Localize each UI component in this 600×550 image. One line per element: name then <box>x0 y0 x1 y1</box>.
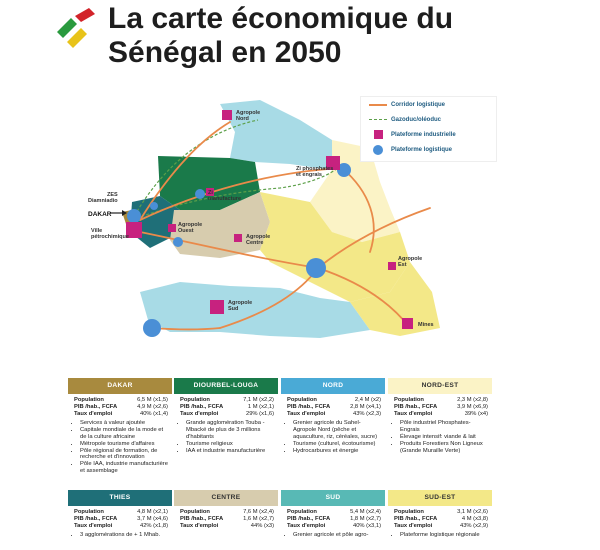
map-legend <box>360 96 497 162</box>
tricolor-chevron-logo <box>55 8 101 48</box>
stat-label: PIB /hab., FCFA <box>287 515 331 522</box>
stat-label: Population <box>287 509 317 515</box>
label-line: Agropole <box>236 110 261 116</box>
logistic-circle-icon <box>373 145 383 155</box>
stat-label: PIB /hab., FCFA <box>180 403 224 410</box>
label-line: ZES <box>106 192 118 198</box>
region-body <box>388 506 492 539</box>
stat-label: Taux d'emploi <box>74 522 113 529</box>
label-agropole-est <box>398 256 422 268</box>
industrial-square-icon <box>374 130 383 139</box>
label-line: Zi phosphates <box>296 166 334 172</box>
label-line: Est <box>398 262 407 268</box>
stat-value: 2,8 M (x4,1) <box>350 403 381 410</box>
region-stat <box>287 404 381 411</box>
label-line: Diamniadio <box>88 198 118 204</box>
region-highlights <box>74 532 168 539</box>
highlight-item: • Grenier agricole et pôle agro- <box>293 532 381 539</box>
label-line: manufacture <box>208 196 242 202</box>
label-line: Ouest <box>178 228 194 234</box>
label-zi-manufacture <box>208 190 241 202</box>
region-stat <box>180 516 274 523</box>
legend-label: Plateforme industrielle <box>391 131 456 138</box>
label-zes-diamniadio <box>88 192 118 204</box>
stat-value: 3,7 M (x4,6) <box>137 515 168 522</box>
region-stat <box>180 397 274 404</box>
highlight-item: • Services à valeur ajoutée <box>80 420 168 427</box>
stat-label: Taux d'emploi <box>180 410 219 417</box>
region-highlights <box>287 420 381 454</box>
region-highlights <box>180 420 274 454</box>
label-line: Agropole <box>228 300 253 306</box>
stat-value: 44% (x3) <box>250 522 274 529</box>
industrial-platform-agropole-est <box>388 262 396 270</box>
stat-label: Population <box>394 509 424 515</box>
highlight-item: • Pôle régional de formation, de recherche et d'innovation <box>80 448 168 462</box>
region-stat <box>74 404 168 411</box>
region-card <box>68 490 172 550</box>
region-stat <box>394 516 488 523</box>
stat-value: 7,1 M (x2,2) <box>243 397 274 403</box>
highlight-item: • Plateforme logistique régionale <box>400 532 488 539</box>
label-agropole-ouest <box>178 222 202 234</box>
industrial-platform-agropole-ouest <box>168 224 176 232</box>
highlight-item: • Hydrocarbures et énergie <box>293 448 381 455</box>
stat-value: 43% (x2,3) <box>352 410 381 417</box>
region-stat <box>287 509 381 516</box>
label-line: Mines <box>418 322 434 328</box>
region-stat <box>394 404 488 411</box>
stat-label: PIB /hab., FCFA <box>394 403 438 410</box>
stat-value: 4,9 M (x2,6) <box>137 403 168 410</box>
title-line-2: Sénégal en 2050 <box>108 36 342 69</box>
stat-value: 7,6 M (x2,4) <box>243 509 274 515</box>
highlight-item: • IAA et industrie manufacturière <box>186 448 274 455</box>
label-line: Sud <box>228 306 239 312</box>
region-stat <box>394 509 488 516</box>
stat-value: 3,9 M (x6,9) <box>457 403 488 410</box>
highlight-item: • Pôle IAA, industrie manufacturière et assemblage <box>80 461 168 475</box>
stat-label: Taux d'emploi <box>394 522 433 529</box>
legend-label: Gazoduc/oléoduc <box>391 116 442 123</box>
logistic-platform-dakar <box>127 209 141 223</box>
industrial-platform-agropole-nord <box>222 110 232 120</box>
label-line: Nord <box>236 116 249 122</box>
region-name: CENTRE <box>174 490 278 506</box>
stat-label: PIB /hab., FCFA <box>74 403 118 410</box>
region-name: SUD <box>281 490 385 506</box>
stat-value: 2,3 M (x2,8) <box>457 397 488 403</box>
stat-label: Taux d'emploi <box>287 410 326 417</box>
label-line: Agropole <box>178 222 203 228</box>
highlight-item: • Grande agglomération Touba - Mbacké de plus de 3 millions d'habitants <box>186 420 274 440</box>
region-stat <box>394 523 488 530</box>
stat-value: 40% (x3,1) <box>352 522 381 529</box>
region-body <box>388 394 492 454</box>
stat-value: 2,4 M (x2) <box>354 397 381 403</box>
page-title <box>108 2 528 70</box>
label-line: Agropole <box>246 234 271 240</box>
region-card <box>174 490 278 550</box>
label-line: Zi <box>208 190 213 196</box>
title-line-1: La carte économique du <box>108 2 454 35</box>
region-stat <box>180 523 274 530</box>
region-stat <box>394 397 488 404</box>
region-stat <box>287 397 381 404</box>
stat-label: PIB /hab., FCFA <box>287 403 331 410</box>
stat-label: Taux d'emploi <box>394 410 433 417</box>
label-agropole-sud <box>228 300 252 312</box>
stat-value: 5,4 M (x2,4) <box>350 509 381 515</box>
region-stat <box>287 411 381 418</box>
highlight-item: • 3 agglomérations de + 1 Mhab. <box>80 532 168 539</box>
stat-label: Taux d'emploi <box>180 522 219 529</box>
stat-value: 42% (x1,8) <box>139 522 168 529</box>
logistic-platform-diamniadio <box>150 202 158 210</box>
label-line: et engrais <box>296 172 322 178</box>
region-card <box>281 490 385 550</box>
legend-label: Corridor logistique <box>391 101 445 108</box>
region-stat <box>394 411 488 418</box>
industrial-platform-mines <box>402 318 413 329</box>
region-card <box>68 378 172 484</box>
region-body <box>174 506 278 529</box>
region-highlights <box>74 420 168 474</box>
region-name: NORD-EST <box>388 378 492 394</box>
label-agropole-centre <box>246 234 270 246</box>
region-stat <box>74 516 168 523</box>
stat-label: Population <box>394 397 424 403</box>
logistic-platform-centre <box>306 258 326 278</box>
highlight-item: • Pôle industriel Phosphates- Engrais <box>400 420 488 434</box>
corridor-line-icon <box>369 104 387 106</box>
label-line: pétrochimique <box>91 234 129 240</box>
label-agropole-nord <box>236 110 260 122</box>
region-name: DIOURBEL-LOUGA <box>174 378 278 394</box>
stat-label: PIB /hab., FCFA <box>394 515 438 522</box>
industrial-platform-agropole-sud <box>210 300 224 314</box>
region-body <box>281 506 385 539</box>
stat-value: 40% (x1,4) <box>139 410 168 417</box>
stat-label: Population <box>74 509 104 515</box>
region-card <box>281 378 385 484</box>
legend-item <box>361 97 496 112</box>
stat-value: 43% (x2,9) <box>459 522 488 529</box>
label-line: DAKAR <box>88 211 112 218</box>
stat-label: Population <box>180 397 210 403</box>
stat-label: PIB /hab., FCFA <box>180 515 224 522</box>
region-stat <box>74 509 168 516</box>
region-name: THIES <box>68 490 172 506</box>
logistic-platform-sud <box>143 319 161 337</box>
region-name: DAKAR <box>68 378 172 394</box>
region-stat <box>180 404 274 411</box>
stat-value: 4,8 M (x2,1) <box>137 509 168 515</box>
stat-value: 39% (x4) <box>464 410 488 417</box>
label-line: Ville <box>91 228 103 234</box>
legend-item <box>361 142 496 157</box>
region-highlights <box>394 420 488 454</box>
legend-label: Plateforme logistique <box>391 146 453 153</box>
highlight-item: • Tourisme (culturel, écotourisme) <box>293 441 381 448</box>
label-line: Agropole <box>398 256 423 262</box>
region-stat <box>74 411 168 418</box>
highlight-item: • Produits Forestiers Non Ligneux (Grande Muraille Verte) <box>400 441 488 455</box>
pipeline-dash-icon <box>369 119 387 120</box>
region-stat <box>74 523 168 530</box>
region-body <box>174 394 278 454</box>
stat-value: 6,5 M (x1,5) <box>137 397 168 403</box>
region-highlights <box>287 532 381 539</box>
stat-label: Population <box>180 509 210 515</box>
region-card <box>388 490 492 550</box>
label-zi-phosphates <box>296 166 333 178</box>
region-name: NORD <box>281 378 385 394</box>
region-body <box>68 394 172 475</box>
stat-label: PIB /hab., FCFA <box>74 515 118 522</box>
label-ville-petrochimique <box>91 228 129 240</box>
region-stat <box>287 523 381 530</box>
label-mines <box>418 322 434 328</box>
highlight-item: • Tourisme religieux <box>186 441 274 448</box>
highlight-item: • Capitale mondiale de la mode et de la culture africaine <box>80 427 168 441</box>
stat-value: 1 M (x2,1) <box>247 403 274 410</box>
gambia-strip <box>146 264 290 282</box>
region-highlights <box>394 532 488 539</box>
region-name: SUD-EST <box>388 490 492 506</box>
region-stat <box>74 397 168 404</box>
label-line: Centre <box>246 240 264 246</box>
region-stat <box>180 411 274 418</box>
region-body <box>281 394 385 454</box>
logistic-platform-manufacture <box>195 189 205 199</box>
highlight-item: • Élevage intensif: viande & lait <box>400 434 488 441</box>
region-card <box>174 378 278 484</box>
region-stat <box>180 509 274 516</box>
stat-label: Population <box>74 397 104 403</box>
region-card <box>388 378 492 484</box>
legend-item <box>361 127 496 142</box>
logistic-platform-ouest <box>173 237 183 247</box>
stat-value: 4 M (x3,8) <box>461 515 488 522</box>
stat-label: Taux d'emploi <box>74 410 113 417</box>
highlight-item: • Grenier agricole du Sahel- Agropole Nord (pêche et aquaculture, riz, céréales, sucre) <box>293 420 381 440</box>
highlight-item: • Métropole tourisme d'affaires <box>80 441 168 448</box>
stat-label: Population <box>287 397 317 403</box>
legend-item <box>361 112 496 127</box>
stat-value: 3,1 M (x2,6) <box>457 509 488 515</box>
label-dakar <box>88 212 111 218</box>
stat-value: 1,6 M (x2,7) <box>243 515 274 522</box>
stat-value: 29% (x1,6) <box>245 410 274 417</box>
stat-value: 1,8 M (x2,7) <box>350 515 381 522</box>
stat-label: Taux d'emploi <box>287 522 326 529</box>
region-stat <box>287 516 381 523</box>
industrial-platform-agropole-centre <box>234 234 242 242</box>
region-body <box>68 506 172 539</box>
